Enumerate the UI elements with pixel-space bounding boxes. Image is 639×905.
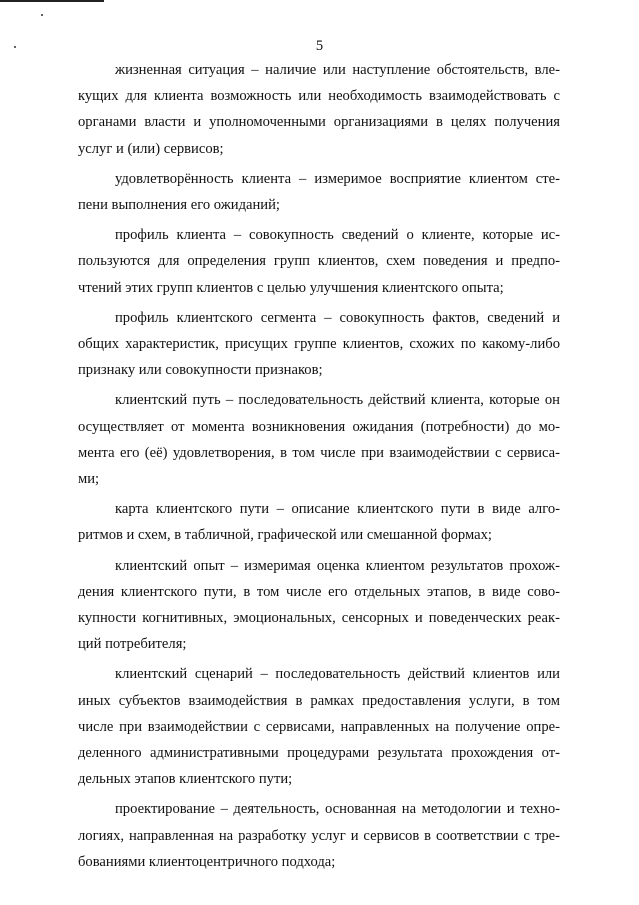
paragraph-line: осуществляет от момента возникновения ожидания (потребности) до мо-	[78, 418, 560, 435]
paragraph-line: дения клиентского пути, в том числе его отдельных этапов, в виде сово-	[78, 583, 560, 600]
definition-paragraph	[78, 166, 560, 218]
definition-paragraph	[78, 387, 560, 492]
definition-paragraph	[78, 553, 560, 658]
paragraph-line: пени выполнения его ожиданий;	[78, 197, 280, 214]
paragraph-line: деленного административными процедурами результата прохождения от-	[78, 745, 560, 762]
paragraph-line: купности когнитивных, эмоциональных, сенсорных и поведенческих реак-	[78, 610, 560, 627]
paragraph-line: иных субъектов взаимодействия в рамках предоставления услуги, в том	[78, 692, 560, 709]
paragraph-line: услуг и (или) сервисов;	[78, 140, 224, 157]
paragraph-line: ций потребителя;	[78, 636, 187, 653]
paragraph-line: бованиями клиентоцентричного подхода;	[78, 853, 336, 870]
definition-paragraph	[78, 661, 560, 792]
paragraph-line: числе при взаимодействии с сервисами, направленных на получение опре-	[78, 718, 560, 735]
definition-paragraph	[78, 57, 560, 162]
paragraph-line: кущих для клиента возможность или необходимость взаимодействовать с	[78, 88, 560, 105]
paragraph-line: ми;	[78, 471, 100, 488]
paragraph-line: мента его (её) удовлетворения, в том числе при взаимодействии с сервиса-	[78, 444, 560, 461]
scan-edge-mark	[0, 0, 104, 2]
paragraph-line: клиентский путь – последовательность действий клиента, которые он	[115, 392, 560, 409]
paragraph-line: логиях, направленная на разработку услуг и сервисов в соответствии с тре-	[78, 827, 560, 844]
page-number: 5	[315, 38, 324, 54]
definition-paragraph	[78, 305, 560, 384]
paragraph-line: чтений этих групп клиентов с целью улучшения клиентского опыта;	[78, 279, 504, 296]
paragraph-line: клиентский опыт – измеримая оценка клиентом результатов прохож-	[115, 557, 560, 574]
paragraph-line: признаку или совокупности признаков;	[78, 362, 323, 379]
paragraph-line: карта клиентского пути – описание клиентского пути в виде алго-	[115, 501, 560, 518]
paragraph-line: профиль клиентского сегмента – совокупность фактов, сведений и	[115, 309, 560, 326]
paragraph-line: дельных этапов клиентского пути;	[78, 771, 293, 788]
paragraph-line: общих характеристик, присущих группе клиентов, схожих по какому-либо	[78, 336, 560, 353]
paragraph-line: клиентский сценарий – последовательность действий клиентов или	[115, 666, 560, 683]
scan-speck	[41, 14, 43, 16]
definition-paragraph	[78, 496, 560, 548]
paragraph-line: проектирование – деятельность, основанная на методологии и техно-	[115, 801, 560, 818]
paragraph-line: пользуются для определения групп клиентов, схем поведения и предпо-	[78, 253, 560, 270]
paragraph-line: ритмов и схем, в табличной, графической или смешанной формах;	[78, 527, 492, 544]
definition-paragraph	[78, 222, 560, 301]
paragraph-line: жизненная ситуация – наличие или наступление обстоятельств, вле-	[115, 62, 560, 78]
paragraph-line: профиль клиента – совокупность сведений о клиенте, которые ис-	[115, 227, 560, 244]
definition-paragraph	[78, 796, 560, 875]
paragraph-line: удовлетворённость клиента – измеримое восприятие клиентом сте-	[115, 170, 560, 187]
document-body	[78, 57, 560, 875]
paragraph-line: органами власти и уполномоченными организациями в целях получения	[78, 114, 560, 131]
